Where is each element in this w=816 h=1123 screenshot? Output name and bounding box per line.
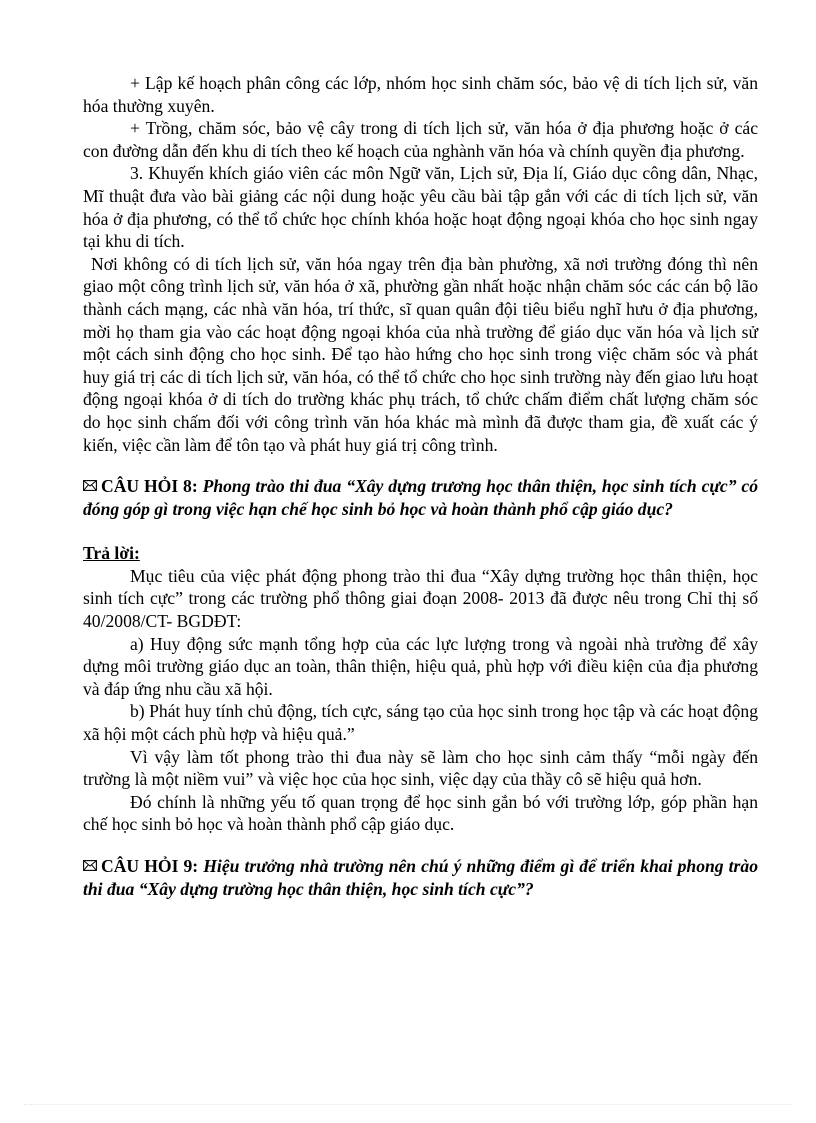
question-8 xyxy=(83,475,758,520)
answer-8-point-b: b) Phát huy tính chủ động, tích cực, sáng tạo của học sinh trong học tập và các hoạt động xã hội một cách phù hợp và hiệu quả.” xyxy=(83,701,758,745)
answer-8-conclusion-2: Đó chính là những yếu tố quan trọng để học sinh gắn bó với trường lớp, góp phần hạn chế học sinh bỏ học và hoàn thành phổ cập giáo dục. xyxy=(83,791,758,835)
envelope-checkbox-icon xyxy=(83,860,97,871)
answer-8-label: Trả lời: xyxy=(83,543,140,564)
trees-item: + Trồng, chăm sóc, bảo vệ cây trong di tích lịch sử, văn hóa ở địa phương hoặc ở các con đường dẫn đến khu di tích theo kế hoạch của nghành văn hóa và chính quyền địa phương. xyxy=(83,118,758,161)
envelope-checkbox-icon xyxy=(83,480,97,491)
answer-8-point-a: a) Huy động sức mạnh tổng hợp của các lực lượng trong và ngoài nhà trường để xây dựng môi trường giáo dục an toàn, thân thiện, hiệu quả, phù hợp với điều kiện của địa phương và đáp ứng nhu cầu xã hội. xyxy=(83,633,758,699)
no-site-paragraph: Nơi không có di tích lịch sử, văn hóa ngay trên địa bàn phường, xã nơi trường đóng thì nên giao một công trình lịch sử, văn hóa ở xã, phường gần nhất hoặc nhận chăm sóc các cán bộ lão thành cách mạng, các nhà văn hóa, trí thức, sĩ quan quân đội tiêu biểu nghĩ hưu ở địa phương, mời họ tham gia vào các hoạt động ngoại khóa của nhà trường để giáo dục văn hóa và lịch sử một cách sinh động cho học sinh. Để tạo hào hứng cho học sinh trong việc chăm sóc và phát huy giá trị các di tích lịch sử, văn hóa, có thể tổ chức cho học sinh trường này đến giao lưu hoạt động ngoại khóa ở di tích do trường khác phụ trách, tổ chức chấm điểm chất lượng chăm sóc do học sinh chấm đối với công trình văn hóa khác mà mình đã được tham gia, đề xuất các ý kiến, việc cần làm để tôn tạo và phát huy giá trị công trình. xyxy=(83,253,758,455)
answer-8-conclusion-1: Vì vậy làm tốt phong trào thi đua này sẽ làm cho học sinh cảm thấy “mỗi ngày đến trường là một niềm vui” và việc học của học sinh, việc dạy của thầy cô sẽ hiệu quả hơn. xyxy=(83,746,758,790)
question-8-label: CÂU HỎI 8: xyxy=(101,476,198,497)
plan-item: + Lập kế hoạch phân công các lớp, nhóm học sinh chăm sóc, bảo vệ di tích lịch sử, văn hóa thường xuyên. xyxy=(83,73,758,116)
question-9-text: Hiệu trưởng nhà trường nên chú ý những điểm gì để triển khai phong trào thi đua “Xây dựng trường học thân thiện, học sinh tích cực”? xyxy=(83,856,758,899)
question-9-label: CÂU HỎI 9: xyxy=(101,856,199,876)
item-3: 3. Khuyến khích giáo viên các môn Ngữ văn, Lịch sử, Địa lí, Giáo dục công dân, Nhạc, Mĩ thuật đưa vào bài giảng các nội dung hoặc yêu cầu bài tập gắn với các di tích lịch sử, văn hóa ở địa phương, có thể tổ chức học chính khóa hoặc hoạt động ngoại khóa cho học sinh ngay tại khu di tích. xyxy=(83,163,758,252)
question-9 xyxy=(83,855,758,900)
answer-8-intro: Mục tiêu của việc phát động phong trào thi đua “Xây dựng trường học thân thiện, học sinh tích cực” trong các trường phổ thông giai đoạn 2008- 2013 đã được nêu trong Chỉ thị số 40/2008/CT- BGDĐT: xyxy=(83,565,758,632)
question-8-text: Phong trào thi đua “Xây dựng trương học thân thiện, học sinh tích cực” có đóng góp gì trong việc hạn chế học sinh bỏ học và hoàn thành phổ cập giáo dục? xyxy=(83,476,759,519)
document-page xyxy=(83,72,758,900)
